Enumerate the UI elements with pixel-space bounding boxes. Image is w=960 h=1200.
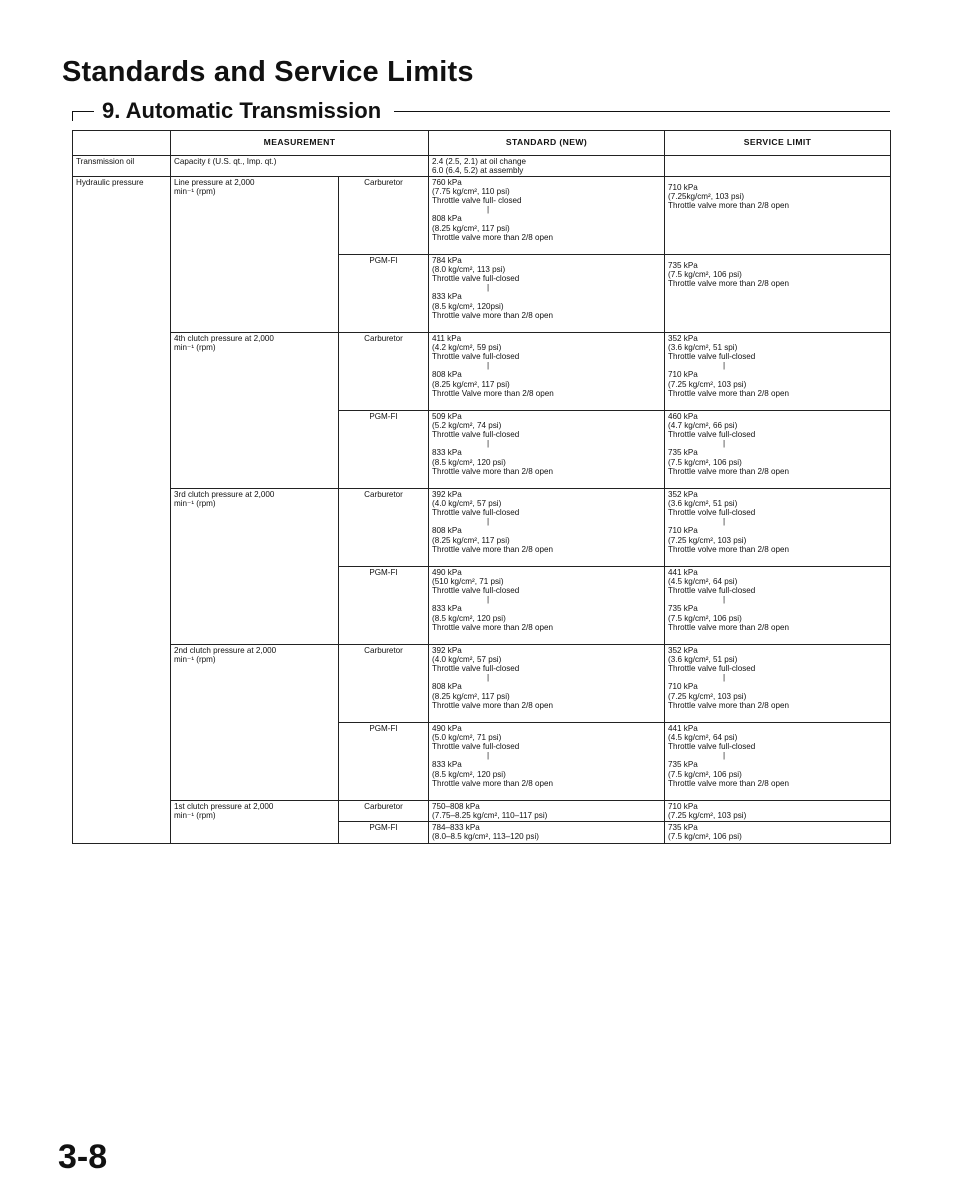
fuel-system-cell: PGM-FI [339, 723, 429, 801]
standard-capacity [429, 156, 665, 177]
cell-line: Throttle valve full- closed [432, 196, 522, 206]
table-row [73, 645, 891, 723]
cell-line: Throttle valve more than 2/8 open [668, 466, 790, 476]
header-measurement: MEASUREMENT [171, 131, 429, 156]
cell-line: Throttle valve more than 2/8 open [432, 778, 554, 788]
standard-cell [429, 645, 665, 723]
item-transmission-oil: Transmission oil [73, 156, 171, 177]
service-limit-cell [665, 177, 891, 255]
cell-line: 352 kPa [668, 490, 698, 500]
cell-line: Throttle valve more than 2/8 open [668, 700, 790, 710]
cell-line: (7.75–8.25 kg/cm², 110–117 psi) [432, 811, 548, 821]
cell-line: Throttle valve more than 2/8 open [432, 232, 554, 242]
cell-line: min⁻¹ (rpm) [174, 499, 216, 509]
header-service-limit: SERVICE LIMIT [665, 131, 891, 156]
cell-line: 808 kPa [432, 370, 462, 380]
cell-line: (510 kg/cm², 71 psi) [432, 577, 504, 587]
cell-line: Throttle valve full-closed [668, 586, 756, 596]
standard-cell [429, 177, 665, 255]
range-separator: | [723, 439, 726, 449]
cell-line: Throttle valve more than 2/8 open [668, 622, 790, 632]
fuel-system-cell: Carburetor [339, 177, 429, 255]
cell-line: (8.0–8.5 kg/cm², 113–120 psi) [432, 832, 539, 842]
cell-line: Line pressure at 2,000 [174, 178, 255, 188]
standard-cell [429, 723, 665, 801]
cell-line: Throttle valve more than 2/8 open [432, 310, 554, 320]
cell-line: (3.6 kg/cm², 51 psi) [668, 655, 738, 665]
measurement-cell [171, 177, 339, 333]
service-limit-cell [665, 567, 891, 645]
fuel-system-cell: PGM-FI [339, 255, 429, 333]
cell-line: 3rd clutch pressure at 2,000 [174, 490, 275, 500]
cell-line: 460 kPa [668, 412, 698, 422]
cell-line: Throttle volve more than 2/8 open [668, 544, 790, 554]
cell-line: 735 kPa [668, 760, 698, 770]
cell-line: (8.25 kg/cm², 117 psi) [432, 223, 510, 233]
cell-line: (4.5 kg/cm², 64 psi) [668, 577, 738, 587]
range-separator: | [487, 283, 490, 293]
cell-line: (8.0 kg/cm², 113 psi) [432, 265, 506, 275]
cell-line: Throttle valve more than 2/8 open [432, 622, 554, 632]
cell-line: Throttle valve more than 2/8 open [668, 388, 790, 398]
range-separator: | [487, 595, 490, 605]
service-limit-cell [665, 333, 891, 411]
table-row [73, 489, 891, 567]
range-separator: | [487, 673, 490, 683]
cell-line: Throttle valve more than 2/8 open [668, 279, 790, 289]
cell-line: 710 kPa [668, 370, 698, 380]
fuel-system-cell: PGM-FI [339, 567, 429, 645]
cell-line: Throttle valve full-closed [432, 352, 520, 362]
cell-line: (7.5 kg/cm², 106 psi) [668, 457, 742, 467]
service-capacity [665, 156, 891, 177]
cell-line: 441 kPa [668, 568, 698, 578]
cell-line: 735 kPa [668, 823, 698, 833]
service-limit-cell [665, 822, 891, 843]
cell-line: (8.5 kg/cm², 120 psi) [432, 769, 506, 779]
cell-line: 6.0 (6.4, 5.2) at assembly [432, 166, 524, 176]
cell-line: min⁻¹ (rpm) [174, 811, 216, 821]
cell-line: 833 kPa [432, 448, 462, 458]
table-row [73, 333, 891, 411]
cell-line: (7.25kg/cm², 103 psi) [668, 192, 745, 202]
fuel-system-cell: Carburetor [339, 333, 429, 411]
service-limit-cell [665, 645, 891, 723]
table-body [73, 156, 891, 844]
cell-line: 735 kPa [668, 261, 698, 271]
cell-line: (7.75 kg/cm², 110 psi) [432, 187, 510, 197]
range-separator: | [487, 751, 490, 761]
spec-table [72, 130, 891, 844]
cell-line: 710 kPa [668, 682, 698, 692]
cell-line: Throttle valve more than 2/8 open [432, 544, 554, 554]
cell-line: (4.7 kg/cm², 66 psi) [668, 421, 738, 431]
cell-line: (8.5 kg/cm², 120psi) [432, 301, 504, 311]
measurement-capacity: Capacity ℓ (U.S. qt., Imp. qt.) [171, 156, 429, 177]
range-separator: | [723, 673, 726, 683]
cell-line: 392 kPa [432, 646, 462, 656]
range-separator: | [487, 517, 490, 527]
range-separator: | [723, 751, 726, 761]
cell-line: (5.2 kg/cm², 74 psi) [432, 421, 502, 431]
cell-line: 4th clutch pressure at 2,000 [174, 334, 274, 344]
cell-line: 735 kPa [668, 604, 698, 614]
cell-line: Throttle valve full-closed [668, 352, 756, 362]
cell-line: 509 kPa [432, 412, 462, 422]
cell-line: Throttle valve full-closed [432, 430, 520, 440]
table-row [73, 156, 891, 177]
header-blank [73, 131, 171, 156]
cell-line: Throttle valve full-closed [432, 508, 520, 518]
range-separator: | [487, 439, 490, 449]
cell-line: (7.25 kg/cm², 103 psi) [668, 811, 747, 821]
cell-line: 392 kPa [432, 490, 462, 500]
cell-line: (8.5 kg/cm², 120 psi) [432, 457, 506, 467]
range-separator: | [723, 595, 726, 605]
cell-line: 2nd clutch pressure at 2,000 [174, 646, 277, 656]
cell-line: min⁻¹ (rpm) [174, 655, 216, 665]
service-limit-cell [665, 489, 891, 567]
cell-line: 490 kPa [432, 568, 462, 578]
header-standard: STANDARD (NEW) [429, 131, 665, 156]
cell-line: 1st clutch pressure at 2,000 [174, 802, 274, 812]
section-title: 9. Automatic Transmission [102, 98, 382, 123]
section-bracket [72, 111, 73, 121]
cell-line: (5.0 kg/cm², 71 psi) [432, 733, 502, 743]
cell-line: 352 kPa [668, 646, 698, 656]
cell-line: Throttle valve full-closed [432, 742, 520, 752]
cell-line: (8.5 kg/cm², 120 psi) [432, 613, 506, 623]
cell-line: (4.5 kg/cm², 64 psi) [668, 733, 738, 743]
table-row [73, 801, 891, 822]
cell-line: min⁻¹ (rpm) [174, 187, 216, 197]
cell-line: (8.25 kg/cm², 117 psi) [432, 691, 510, 701]
range-separator: | [723, 517, 726, 527]
standard-cell [429, 822, 665, 843]
standard-cell [429, 801, 665, 822]
section-header [72, 98, 890, 123]
cell-line: Throttle valve full-closed [668, 430, 756, 440]
section-rule-left [72, 111, 94, 112]
cell-line: Throttle valve full-closed [432, 664, 520, 674]
cell-line: 735 kPa [668, 448, 698, 458]
standard-cell [429, 255, 665, 333]
range-separator: | [723, 361, 726, 371]
cell-line: 808 kPa [432, 214, 462, 224]
cell-line: 2.4 (2.5, 2.1) at oil change [432, 157, 527, 166]
section-rule-right [394, 111, 890, 112]
cell-line: 750–808 kPa [432, 802, 480, 812]
item-hydraulic-pressure: Hydraulic pressure [73, 177, 171, 843]
cell-line: 833 kPa [432, 760, 462, 770]
cell-line: (7.5 kg/cm², 106 psi) [668, 832, 742, 842]
cell-line: Throttle valve more than 2/8 open [432, 700, 554, 710]
cell-line: (4.0 kg/cm², 57 psi) [432, 499, 502, 509]
table-row [73, 177, 891, 255]
cell-line: Throttle Valve more than 2/8 open [432, 388, 554, 398]
cell-line: (7.5 kg/cm², 106 psi) [668, 270, 742, 280]
standard-cell [429, 411, 665, 489]
measurement-cell [171, 801, 339, 843]
cell-line: (8.25 kg/cm², 117 psi) [432, 379, 510, 389]
standard-cell [429, 333, 665, 411]
cell-line: Throttle valve full-closed [432, 274, 520, 284]
page-title: Standards and Service Limits [62, 56, 474, 88]
cell-line: Throttle valve more than 2/8 open [432, 466, 554, 476]
cell-line: Throttle valve full-closed [432, 586, 520, 596]
cell-line: 352 kPa [668, 334, 698, 344]
measurement-cell [171, 645, 339, 801]
cell-line: 808 kPa [432, 526, 462, 536]
cell-line: Throttle valve full-closed [668, 664, 756, 674]
range-separator: | [487, 205, 490, 215]
measurement-cell [171, 489, 339, 645]
cell-line: (4.0 kg/cm², 57 psi) [432, 655, 502, 665]
cell-line: 710 kPa [668, 183, 698, 193]
measurement-cell [171, 333, 339, 489]
cell-line: (7.25 kg/cm², 103 psi) [668, 379, 747, 389]
cell-line: Throttle valve full-closed [668, 742, 756, 752]
service-limit-cell [665, 801, 891, 822]
cell-line: 784 kPa [432, 256, 462, 266]
cell-line: 833 kPa [432, 604, 462, 614]
fuel-system-cell: Carburetor [339, 645, 429, 723]
cell-line: Throttle volve full-closed [668, 508, 756, 518]
standard-cell [429, 567, 665, 645]
cell-line: 490 kPa [432, 724, 462, 734]
service-limit-cell [665, 255, 891, 333]
cell-line: 784–833 kPa [432, 823, 480, 833]
service-limit-cell [665, 411, 891, 489]
cell-line: 710 kPa [668, 802, 698, 812]
cell-line: (8.25 kg/cm², 117 psi) [432, 535, 510, 545]
fuel-system-cell: PGM-FI [339, 822, 429, 843]
cell-line: (7.25 kg/cm², 103 psi) [668, 691, 747, 701]
cell-line: (7.5 kg/cm², 106 psi) [668, 769, 742, 779]
service-limit-cell [665, 723, 891, 801]
cell-line: 411 kPa [432, 334, 462, 344]
cell-line: Throttle valve more than 2/8 open [668, 778, 790, 788]
cell-line: Throttle valve more than 2/8 open [668, 201, 790, 211]
cell-line: min⁻¹ (rpm) [174, 343, 216, 353]
fuel-system-cell: Carburetor [339, 801, 429, 822]
cell-line: (4.2 kg/cm², 59 psi) [432, 343, 502, 353]
range-separator: | [487, 361, 490, 371]
cell-line: (3.6 kg/cm², 51 psi) [668, 499, 738, 509]
cell-line: 441 kPa [668, 724, 698, 734]
cell-line: 833 kPa [432, 292, 462, 302]
table-header-row [73, 131, 891, 156]
cell-line: (7.5 kg/cm², 106 psi) [668, 613, 742, 623]
cell-line: (3.6 kg/cm², 51 spi) [668, 343, 738, 353]
cell-line: 808 kPa [432, 682, 462, 692]
cell-line: 710 kPa [668, 526, 698, 536]
page-number: 3-8 [58, 1138, 108, 1176]
fuel-system-cell: PGM-FI [339, 411, 429, 489]
fuel-system-cell: Carburetor [339, 489, 429, 567]
cell-line: (7.25 kg/cm², 103 psi) [668, 535, 747, 545]
cell-line: 760 kPa [432, 178, 462, 188]
standard-cell [429, 489, 665, 567]
